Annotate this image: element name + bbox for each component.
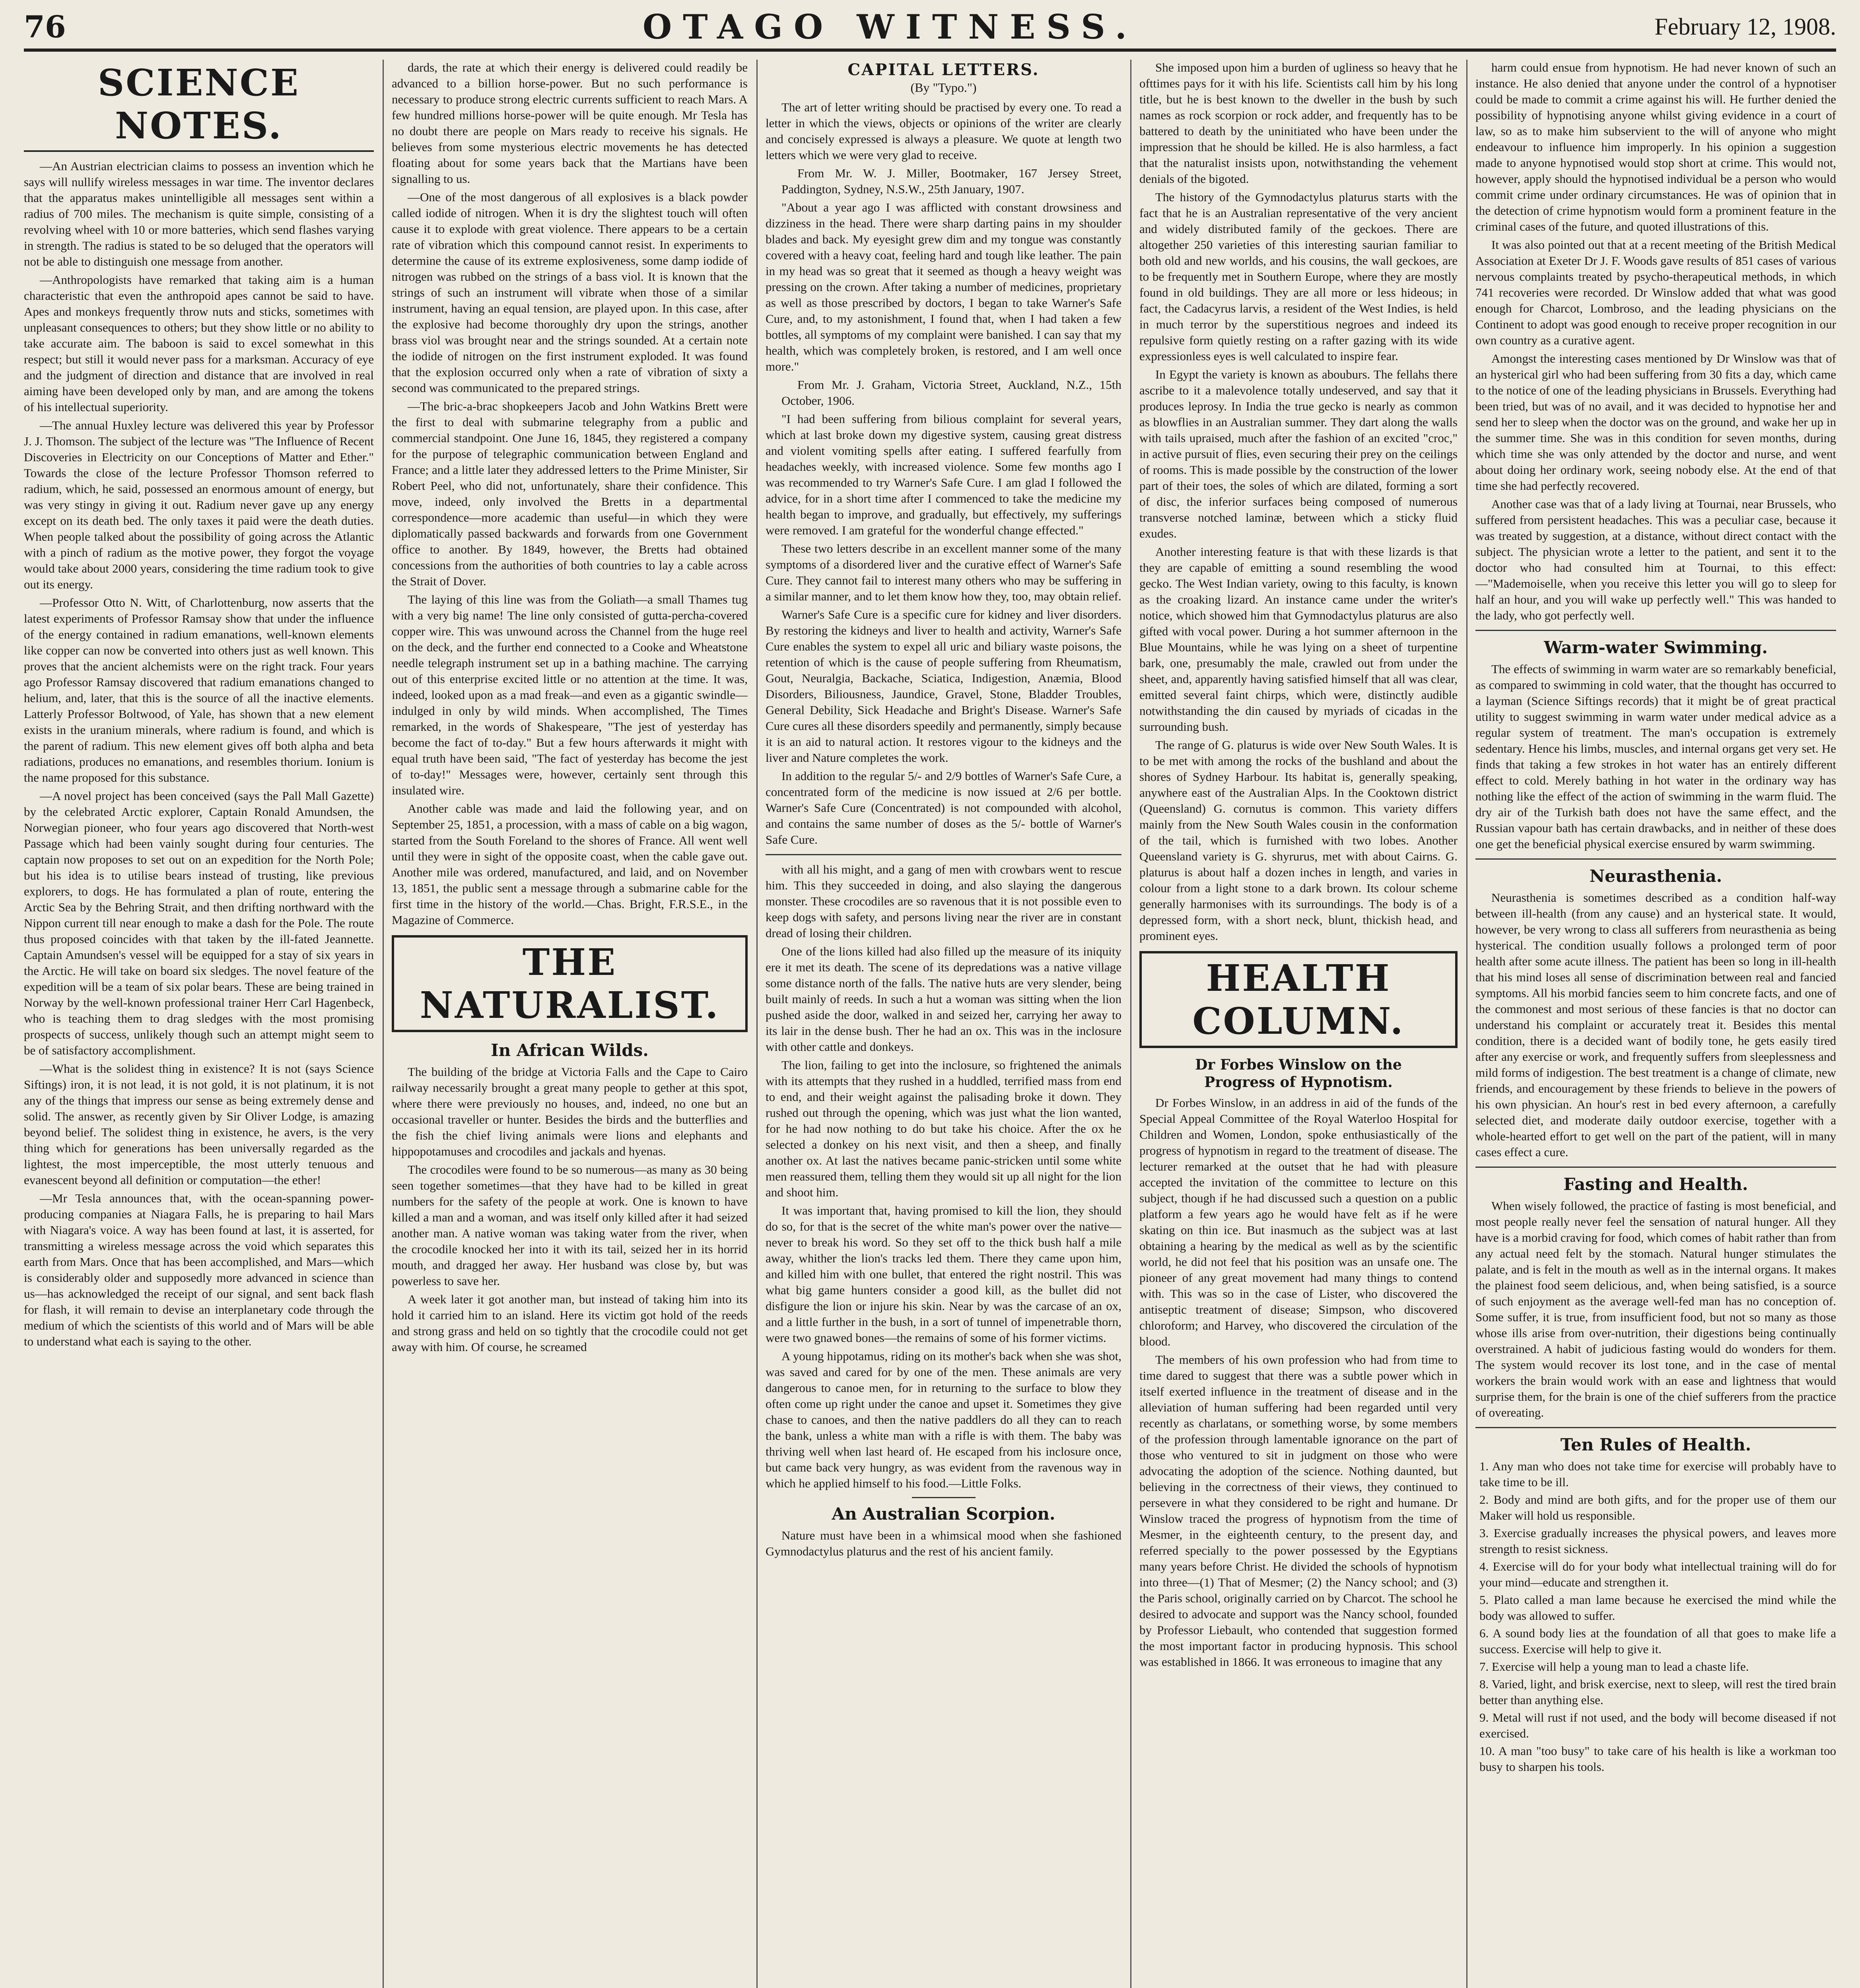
- naturalist-paragraph: The lion, failing to get into the inclosure, so frightened the animals with its attempts that they rushed in a huddled, terrified mass from end to end, and their weight against the palisading broke it down. They rushed out through the opening, which was just what the lion wanted, for he had now nothing to do but take his choice. After the ox he selected a donkey on his next visit, and then a sheep, and finally another ox. At last the natives became panic-stricken until some white men reassured them, telling them they would sit up all night for the lion and shoot him.: [766, 1058, 1121, 1199]
- rule-item: 9. Metal will rust if not used, and the body will become diseased if not exercised.: [1479, 1710, 1836, 1740]
- section-divider: [1475, 630, 1836, 631]
- science-paragraph: —One of the most dangerous of all explosives is a black powder called iodide of nitrogen. When it is dry the slightest touch will often cause it to explode with great violence. There appears to be a certain rate of vibration which this compound cannot resist. In experiments to determine the cause of its extreme explosiveness, some damp iodide of nitrogen was rubbed on the strings of a bass viol. It is known that the strings of such an instrument will vibrate when those of a similar instrument, having an equal tension, are played upon. In this case, after the explosive had become thoroughly dry upon the strings, another brass viol was brought near and the strings sounded. At a certain note the iodide of nitrogen on the first instrument exploded. It was found that the explosion occurred only when a rate of vibration of sixty a second was communicated to the prepared strings.: [392, 190, 748, 395]
- rule-item: 3. Exercise gradually increases the physical powers, and leaves more strength to resist sickness.: [1479, 1526, 1836, 1556]
- warm-water-heading: Warm-water Swimming.: [1544, 638, 1768, 657]
- science-paragraph: —An Austrian electrician claims to possess an invention which he says will nullify wireless messages in war time. The inventor declares that the apparatus makes unintelligible all messages sent within a radius of 700 miles. The mechanism is quite simple, consisting of a revolving wheel with 10 or more batteries, which send flashes varying in strength. The radius is stated to be so deluged that the operators will not be able to distinguish one message from another.: [24, 159, 374, 268]
- science-paragraph: —Professor Otto N. Witt, of Charlottenburg, now asserts that the latest experiments of Professor Ramsay show that under the influence of the energy contained in radium emanations, well-known elements like copper can now be converted into others just as well known. This proves that the ancient alchemists were on the right track. Four years ago Professor Ramsay discovered that radium emanations changed to helium, and, later, that this is the source of all the inactive elements. Latterly Professor Boltwood, of Yale, has shown that a new element exists in the uranium minerals, where radium is found, and which is the parent of radium. This new element gives off both alpha and beta radiations, produces no emanations, and resembles thorium. Ionium is the name proposed for this substance.: [24, 596, 374, 784]
- rule-item: 5. Plato called a man lame because he exercised the mind while the body was allowed to suffer.: [1479, 1593, 1836, 1623]
- naturalist-paragraph: A young hippotamus, riding on its mother's back when she was shot, was saved and cared for by one of the men. These animals are very dangerous to canoe men, for in returning to the surface to blow they often come up right under the canoe and upset it. Sometimes they give chase to canoes, and then the native paddlers do all they can to reach the bank, unless a white man with a rifle is with them. The baby was thriving well when last heard of. He escaped from his inclosure once, but came back very hungry, as was evident from the ravenous way in which he applied himself to his food.—Little Folks.: [766, 1349, 1121, 1490]
- health-paragraph: Dr Forbes Winslow, in an address in aid of the funds of the Special Appeal Committee of the Royal Waterloo Hospital for Children and Women, London, spoke enthusiastically of the progress of hypnotism in regard to the treatment of disease. The lecturer remarked at the outset that he had with pleasure accepted the invitation of the committee to lecture on this subject, though if he had discussed such a question on a public platform a few years ago he would have felt as if he were skating on thin ice. But inasmuch as the subject was at last obtaining a hearing by the medical as well as by the scientific world, he did not feel that his position was an unsafe one. The pioneer of any great movement had many things to contend with. This was so in the case of Lister, who discovered the antiseptic treatment of disease; Simpson, who discovered chloroform; and Harvey, who discovered the circulation of the blood.: [1139, 1096, 1458, 1348]
- capital-letters-heading: CAPITAL LETTERS.: [847, 60, 1040, 79]
- health-subheading: [1139, 1056, 1458, 1091]
- rule-item: 10. A man "too busy" to take care of his health is like a workman too busy to sharpen his tools.: [1479, 1744, 1836, 1774]
- divider: [912, 1497, 976, 1498]
- warm-water-paragraph: The effects of swimming in warm water are so remarkably beneficial, as compared to swimming in cold water, that the thought has occurred to a layman (Science Siftings records) that it might be of great practical utility to suggest swimming in warm water under medical advice as a regular system of treatment. The man's occupation is extremely sedentary. Hence his limbs, muscles, and internal organs get very set. He finds that taking a few strokes in hot water has an entirely different effect to cold. Merely bathing in hot water in the ordinary way has nothing like the effect of the action of swimming in the warm fluid. The dry air of the Turkish bath does not have the same effect, and the Russian vapour bath has certain drawbacks, and in neither of these does one get the beneficial physical exercise ensured by warm swimming.: [1475, 662, 1836, 851]
- science-paragraph: —Anthropologists have remarked that taking aim is a human characteristic that even the anthropoid apes cannot be said to have. Apes and monkeys frequently throw nuts and sticks, sometimes with unpleasant consequences to others; but they show little or no ability to take accurate aim. The baboon is said to excel somewhat in this respect; but still it would never pass for a marksman. Accuracy of eye and the judgment of direction and distance that are involved in real aiming have been developed only by man, and are among the tokens of his intellectual superiority.: [24, 273, 374, 414]
- column-rule: [383, 60, 384, 1988]
- science-paragraph: Another cable was made and laid the following year, and on September 25, 1851, a procession, with a mass of cable on a big wagon, started from the South Foreland to the shores of France. All went well until they were in sight of the opposite coast, when the cable gave out. Another mile was ordered, manufactured, and laid, and on November 13, 1851, the public sent a message through a submarine cable for the first time in the history of the world.—Chas. Bright, F.R.S.E., in the Magazine of Commerce.: [392, 802, 748, 927]
- scorpion-heading: An Australian Scorpion.: [832, 1504, 1055, 1524]
- science-heading: SCIENCE NOTES.: [24, 61, 374, 152]
- capital-paragraph: The art of letter writing should be practised by every one. To read a letter in which the views, objects or opinions of the writer are clearly and concisely expressed is always a pleasure. We quote at length two letters which we were very glad to receive.: [766, 100, 1121, 162]
- column-rule: [1466, 60, 1467, 1988]
- neurasthenia-heading: Neurasthenia.: [1589, 866, 1722, 886]
- science-paragraph: —The bric-a-brac shopkeepers Jacob and John Watkins Brett were the first to deal with submarine telegraphy from a public and commercial standpoint. One June 16, 1845, they registered a company for the purpose of telegraphic communication between England and France; and a little later they addressed letters to the Prime Minister, Sir Robert Peel, who did not, unfortunately, share their confidence. This move, indeed, only involved the Bretts in a departmental correspondence—more academic than useful—in which they were diplomatically passed backwards and forwards from one Government office to another. By 1849, however, the Bretts had obtained concessions from the authorities of both countries to lay a cable across the Strait of Dover.: [392, 399, 748, 588]
- science-paragraph: —A novel project has been conceived (says the Pall Mall Gazette) by the celebrated Arctic explorer, Captain Ronald Amundsen, the Norwegian pioneer, who four years ago discovered that North-west Passage which had been vainly sought during four centuries. The captain now proposes to set out on an expedition for the North Pole; but his idea is to utilise bears instead of trusting, like previous explorers, to dogs. He has formulated a plan of route, entering the Arctic Sea by the Behring Strait, and then drifting northward with the Nippon current till near enough to make a dash for the Pole. The route thus proposed coincides with that taken by the ill-fated Jeannette. Captain Amundsen's vessel will be equipped for a stay of six years in the Arctic. He will take on board six sledges. The novel feature of the expedition will be a team of six polar bears. These are being trained in Norway by the well-known professional trainer Herr Carl Hagenbeck, who is teaching them to drag sledges with the most promising prospects of success, unlikely though such an attempt might seem to be of satisfactory accomplishment.: [24, 789, 374, 1057]
- health-paragraph: It was also pointed out that at a recent meeting of the British Medical Association at Exeter Dr J. F. Woods gave results of 851 cases of various nervous complaints treated by psycho-therapeutical methods, in which 741 recoveries were recorded. Dr Winslow added that what was good enough for Charcot, Lombroso, and the leading physicians on the Continent to adopt was good enough to receive proper recognition in our own country as a curative agent.: [1475, 238, 1836, 347]
- column-scorpion-health: [1139, 60, 1458, 1988]
- fasting-heading: Fasting and Health.: [1563, 1175, 1748, 1194]
- scorpion-paragraph: In Egypt the variety is known as abouburs. The fellahs there ascribe to it a malevolence totally undeserved, and say that it produces leprosy. In India the true gecko is nearly as common as blowflies in an Australian summer. They dart along the walls with tails upraised, much after the fashion of an excited "croc," in active pursuit of flies, even securing their prey on the ceilings of rooms. This is made possible by the construction of the lower part of their toes, the soles of which are dilated, forming a sort of disc, the inferior surfaces being composed of numerous transverse notched laminæ, between which a sticky fluid exudes.: [1139, 367, 1458, 540]
- masthead: [24, 5, 1836, 52]
- naturalist-paragraph: It was important that, having promised to kill the lion, they should do so, for that is the secret of the white man's power over the native—never to break his word. So they set off to the thick bush half a mile away, whither the lion's tracks led them. There they came upon him, and killed him with one bullet, that entered the right nostril. This was what big game hunters consider a good kill, as the bullet did not disfigure the lion or injure his skin. Near by was the carcase of an ox, and a little further in the bush, in a sort of tunnel of impenetrable thorn, were two gnawed bones—the remains of some of his former victims.: [766, 1204, 1121, 1345]
- naturalist-paragraph: The building of the bridge at Victoria Falls and the Cape to Cairo railway necessarily brought a great many people to gether at this spot, where there were previously no houses, and, indeed, no one but an occasional traveller or hunter. Besides the birds and the butterflies and the fish the chief living animals were lions and elephants and hippopotamuses and crocodiles and jackals and hyenas.: [392, 1065, 748, 1158]
- capital-paragraph: These two letters describe in an excellent manner some of the many symptoms of a disordered liver and the curative effect of Warner's Safe Cure. They cannot fail to interest many others who may be suffering in a similar manner, and to let them know how they, too, may obtain relief.: [766, 542, 1121, 603]
- column-rule: [1130, 60, 1131, 1988]
- naturalist-heading: THE NATURALIST.: [392, 935, 748, 1032]
- rule-item: 8. Varied, light, and brisk exercise, next to sleep, will rest the tired brain better than anything else.: [1479, 1677, 1836, 1707]
- letter-body: "About a year ago I was afflicted with constant drowsiness and dizziness in the head. There were sharp darting pains in my shoulder blades and back. My eyesight grew dim and my tongue was constantly covered with a heavy coat, feeling hard and tough like leather. The pain in my head was so great that it seemed as though a heavy weight was pressing on the crown. After taking a number of medicines, proprietary as well as those prescribed by doctors, I began to take Warner's Safe Cure, and, to my astonishment, I found that, when I had taken a few bottles, all symptoms of my complaint were banished. I can say that my health, which was completely broken, is restored, and I am well once more.": [766, 200, 1121, 373]
- column-rule: [756, 60, 758, 1988]
- page-number: 76: [24, 9, 66, 45]
- rule-item: 4. Exercise will do for your body what intellectual training will do for your mind—educate and strengthen it.: [1479, 1559, 1836, 1589]
- scorpion-paragraph: The range of G. platurus is wide over New South Wales. It is to be met with among the rocks of the bushland and about the shores of Sydney Harbour. Its habitat is, generally speaking, anywhere east of the Australian Alps. In the Cooktown district (Queensland) G. cornutus is common. This variety differs mainly from the New South Wales cousin in the conformation of the tail, which is furnished with two lobes. Another Queensland variety is G. shyrurus, met with about Cairns. G. platurus is about half a dozen inches in length, and varies in colour from a light stone to a dark brown. Its colour scheme generally harmonises with its surroundings. The body is of a depressed form, with a short neck, blunt, thickish head, and prominent eyes.: [1139, 738, 1458, 943]
- health-column-heading: HEALTH COLUMN.: [1139, 951, 1458, 1048]
- scorpion-paragraph: Another interesting feature is that with these lizards is that they are capable of emitting a sound resembling the wood gecko. The West Indian variety, owing to this faculty, is known as the croaking lizard. An instance came under the writer's notice, which showed him that Gymnodactylus platurus are also gifted with vocal power. During a hot summer afternoon in the Blue Mountains, while he was lying on a sheet of turpentine bark, one, presumably the male, crawled out from under the sheet, and, apparently having satisfied himself that all was clear, emitted several faint chirps, which were, distinctly audible notwithstanding the din caused by myriads of cicadas in the surrounding bush.: [1139, 545, 1458, 734]
- scorpion-paragraph: She imposed upon him a burden of ugliness so heavy that he ofttimes pays for it with his life. Scientists call him by his long title, but he is best known to the dweller in the bush by such names as rock scorpion or rock adder, and frequently has to be battered to death by the uninitiated who have been under the impression that he should be killed. He is also harmless, a fact that the naturalist insists upon, notwithstanding the vehement denials of the bigoted.: [1139, 60, 1458, 186]
- letter-sender: From Mr. J. Graham, Victoria Street, Auckland, N.Z., 15th October, 1906.: [781, 378, 1121, 408]
- naturalist-paragraph: One of the lions killed had also filled up the measure of its iniquity ere it met its death. The scene of its depredations was a native village some distance north of the falls. The native huts are very slender, being built mainly of reeds. In such a hut a woman was sitting when the lion pushed aside the door, walked in and seized her, carrying her away to its lair in the dense bush. Ther he had an ox. This was in the inclosure with other cattle and donkeys.: [766, 944, 1121, 1054]
- rule-item: 2. Body and mind are both gifts, and for the proper use of them our Maker will hold us responsible.: [1479, 1493, 1836, 1522]
- rule-item: 7. Exercise will help a young man to lead a chaste life.: [1479, 1660, 1749, 1673]
- rule-item: 6. A sound body lies at the foundation of all that goes to make life a success. Exercise will help to give it.: [1479, 1626, 1836, 1656]
- health-subheading-line: Dr Forbes Winslow on the: [1195, 1056, 1402, 1073]
- capital-paragraph: Warner's Safe Cure is a specific cure for kidney and liver disorders. By restoring the kidneys and liver to health and activity, Warner's Safe Cure enables the system to expel all uric and biliary waste poisons, the retention of which is the cause of people suffering from Rheumatism, Gout, Neuralgia, Backache, Sciatica, Indigestion, Anæmia, Blood Disorders, Biliousness, Jaundice, Gravel, Stone, Bladder Troubles, General Debility, Sick Headache and Bright's Disease. Warner's Safe Cure cures all these disorders speedily and permanently, simply because it is an aid to natural action. It restores vigour to the kidneys and the liver and Nature completes the work.: [766, 608, 1121, 765]
- rules-heading: Ten Rules of Health.: [1560, 1435, 1751, 1454]
- column-science: [24, 60, 374, 1988]
- column-health-continued: [1475, 60, 1836, 1988]
- health-paragraph: Amongst the interesting cases mentioned by Dr Winslow was that of an hysterical girl who had been suffering from 30 fits a day, which came to the notice of one of the leading physicians in Brussels. Everything had been tried, but was of no avail, and it was decided to hypnotise her and send her to sleep when the doctor was on the ground, and wake her up in the summer time. She was in this condition for seven months, during which time she was only attended by the doctor and nurse, and went about doing her ordinary work, seeing nobody else. At the end of that time she had perfectly recovered.: [1475, 351, 1836, 493]
- section-divider: [1475, 1167, 1836, 1168]
- health-paragraph: Another case was that of a lady living at Tournai, near Brussels, who suffered from persistent headaches. This was a peculiar case, because it was treated by suggestion, at a distance, without direct contact with the subject. The physician wrote a letter to the patient, and sent it to the doctor who had consulted him at Tournai, to this effect:—"Mademoiselle, when you receive this letter you will go to sleep for half an hour, and you will wake up perfectly well." This was handed to the lady, who got perfectly well.: [1475, 497, 1836, 622]
- health-paragraph: The members of his own profession who had from time to time dared to suggest that there was a subtle power which in itself exerted influence in the treatment of disease and in the alleviation of human suffering had been regarded until very recently as charlatans, or something worse, by some members of the profession through lamentable ignorance on the part of those who ventured to sit in judgment on those who were advocating the adoption of the science. Nothing daunted, but believing in the correctness of their views, they continued to persevere in what they considered to be right and humane. Dr Winslow traced the progress of hypnotism from the time of Mesmer, in the eighteenth century, to the present day, and referred specially to the power possessed by the Egyptians many years before Christ. He divided the schools of hypnotism into three—(1) That of Mesmer; (2) the Nancy school; and (3) the Paris school, originally carried on by Charcot. The school he desired to advocate and support was the Nancy school, founded by Professor Liebault, who contended that suggestion formed the most important factor in producing hypnosis. This school was established in 1866. It was erroneous to imagine that any: [1139, 1353, 1458, 1669]
- rule-item: 1. Any man who does not take time for exercise will probably have to take time to be ill.: [1479, 1459, 1836, 1489]
- fasting-paragraph: When wisely followed, the practice of fasting is most beneficial, and most people really never feel the sensation of natural hunger. All they have is a morbid craving for food, which comes of habit rather than from any actual need felt by the stomach. Natural hunger stimulates the palate, and is felt in the mouth as well as in the internal organs. It makes the plainest food seem delicious, and, when being satisfied, is a source of such enjoyment as the average well-fed man has no conception of. Some suffer, it is true, from insufficient food, but not so many as those whose ills arise from over-nutrition, their digestions being continually overstrained. A habit of judicious fasting would do wonders for them. The system would recover its lost tone, and in the case of mental workers the brain would work with an ease and lightness that would surprise them, for the brain is one of the chief sufferers from the practice of overeating.: [1475, 1199, 1836, 1419]
- letter-body: "I had been suffering from bilious complaint for several years, which at last broke down my digestive system, causing great distress and violent vomiting spells after eating. I suffered fearfully from headaches weekly, with increased violence. Some few months ago I was recommended to try Warner's Safe Cure. I am glad I followed the advice, for in a short time after I commenced to take the medicine my health began to improve, and gradually, but effectively, my sufferings were removed. I am grateful for the wonderful change effected.": [766, 412, 1121, 537]
- letter-sender: From Mr. W. J. Miller, Bootmaker, 167 Jersey Street, Paddington, Sydney, N.S.W., 25th January, 1907.: [781, 166, 1121, 196]
- naturalist-subheading: In African Wilds.: [491, 1041, 649, 1060]
- section-divider: [1475, 858, 1836, 860]
- scorpion-paragraph: The history of the Gymnodactylus platurus starts with the fact that he is an Australian representative of the very ancient and widely distributed family of the geckoes. There are altogether 250 varieties of this interesting saurian familiar to both old and new worlds, and his cousins, the wall geckoes, are to be frequently met in Southern Europe, where they are mostly found in old buildings. They are all more or less hideous; in fact, the Cadacyrus larvis, a resident of the West Indies, is held in much terror by the superstitious negroes and indeed its repulsive form quietly resting on a rafter gazing with its wide expressionless eyes is well calculated to inspire fear.: [1139, 190, 1458, 363]
- naturalist-paragraph: The crocodiles were found to be so numerous—as many as 30 being seen together sometimes—that they have had to be killed in great numbers for the safety of the people at work. One is known to have killed a man and a woman, and was itself only killed after it had seized another man. A native woman was taking water from the river, when the crocodile knocked her into it with its tail, seized her in its horrid mouth, and dragged her away. Her husband was close by, but was powerless to save her.: [392, 1163, 748, 1288]
- column-science-continued: [392, 60, 748, 1988]
- naturalist-paragraph: with all his might, and a gang of men with crowbars went to rescue him. This they succeeded in doing, and also slaying the dangerous monster. These crocodiles are so ravenous that it is not possible even to keep dogs with safety, and persons living near the river are in constant dread of losing their children.: [766, 862, 1121, 940]
- capital-paragraph: In addition to the regular 5/- and 2/9 bottles of Warner's Safe Cure, a concentrated form of the medicine is now issued at 2/6 per bottle. Warner's Safe Cure (Concentrated) is not compounded with alcohol, and contains the same number of doses as the 5/- bottle of Warner's Safe Cure.: [766, 769, 1121, 846]
- health-subheading-line: Progress of Hypnotism.: [1204, 1074, 1393, 1091]
- health-paragraph: harm could ensue from hypnotism. He had never known of such an instance. He also denied that anyone under the control of a hypnotiser could be made to commit a crime against his will. He further denied the possibility of hypnotising anyone whilst giving evidence in a court of law, so as to make him subservient to the will of anyone who might endeavour to influence him improperly. In his opinion a suggestion made to anyone hypnotised would stop short at crime. This would not, however, apply should the hypnotised individual be a person who would commit crime under ordinary circumstances. He was of opinion that in the detection of crime hypnotism would form a prominent feature in the criminal cases of the future, and quoted illustrations of this.: [1475, 60, 1836, 233]
- neurasthenia-paragraph: Neurasthenia is sometimes described as a condition half-way between ill-health (from any cause) and an hysterical state. It would, however, be very wrong to class all sufferers from neurasthenia as being hysterical. The condition usually follows a prolonged term of poor health after some acute illness. The patient has been so long in ill-health that his mind loses all sense of discrimination between real and fancied symptoms. All his morbid fancies seem to him concrete facts, and one of the commonest and most serious of these fancies is that no doctor can understand his complaint or accurately treat it. Besides this mental condition, there is a decided want of bodily tone, he gets easily tired after any exercise or work, and frequently suffers from sleeplessness and mild forms of indigestion. The best treatment is a change of climate, new friends, and encouragement by these friends to believe in the powers of his own physician. An hour's rest in bed every afternoon, a carefully selected diet, and moderate daily outdoor exercise, together with a whole-hearted effort to get well on the part of the patient, will in many cases effect a cure.: [1475, 891, 1836, 1159]
- science-paragraph: —The annual Huxley lecture was delivered this year by Professor J. J. Thomson. The subject of the lecture was "The Influence of Recent Discoveries in Electricity on our Conceptions of Matter and Ether." Towards the close of the lecture Professor Thomson referred to radium, which, he said, possessed an enormous amount of energy, but was very stingy in giving it out. Radium never gave up any energy except on its death bed. The only taxes it paid were the death duties. When people talked about the possibility of going across the Atlantic with a pinch of radium as the motive power, they forgot the voyage would take about 2000 years, considering the time radium took to give out its energy.: [24, 418, 374, 591]
- science-paragraph: —Mr Tesla announces that, with the ocean-spanning power-producing companies at Niagara Falls, he is preparing to hail Mars with Niagara's voice. A way has been found at last, it is asserted, for transmitting a wireless message across the void which separates this earth from Mars. Once that has been accomplished, and Mars—which is considerably older and supposedly more advanced in science than us—has acknowledged the receipt of our signal, and sent back flash for flash, it will remain to devise an interplanetary code through the medium of which the scientists of this world and of Mars will be able to understand what each is saying to the other.: [24, 1191, 374, 1348]
- naturalist-paragraph: A week later it got another man, but instead of taking him into its hold it carried him to an island. Here its victim got hold of the reeds and strong grass and held on so tightly that the crocodile could not get away with him. Of course, he screamed: [392, 1292, 748, 1354]
- paper-title: OTAGO WITNESS.: [642, 7, 1138, 47]
- capital-letters-byline: (By "Typo."): [910, 80, 977, 95]
- scorpion-paragraph: Nature must have been in a whimsical mood when she fashioned Gymnodactylus platurus and the rest of his ancient family.: [766, 1528, 1121, 1558]
- science-paragraph: The laying of this line was from the Goliath—a small Thames tug with a very big name! The line only consisted of gutta-percha-covered copper wire. This was unwound across the Channel from the huge reel on the deck, and the further end connected to a Cooke and Wheatstone needle telegraph instrument set up in a bathing machine. The carrying out of this enterprise excited little or no attention at the time. It was, indeed, looked upon as a mad freak—and even as a gigantic swindle—indulged in only by wild minds. When accomplished, The Times remarked, in the words of Shakespeare, "The jest of yesterday has become the fact of to-day." But a few hours afterwards it might with equal truth have been said, "The fact of yesterday has become the jest of to-day!" Messages were, however, certainly sent through this insulated wire.: [392, 592, 748, 797]
- section-divider: [766, 854, 1121, 855]
- science-paragraph: —What is the solidest thing in existence? It is not (says Science Siftings) iron, it is not lead, it is not gold, it is not platinum, it is not any of the things that impress our sense as being extremely dense and solid. The answer, as recently given by Sir Oliver Lodge, is amazing beyond belief. The solidest thing in existence, he avers, is the very thing which for generations has been universally regarded as the lightest, the most imperceptible, the most utterly tenuous and evanescent beyond all definition or computation—the ether!: [24, 1062, 374, 1187]
- issue-date: February 12, 1908.: [1654, 13, 1836, 40]
- science-paragraph: dards, the rate at which their energy is delivered could readily be advanced to a billion horse-power. But no such performance is necessary to produce strong electric currents sufficient to reach Mars. A few hundred millions horse-power will be quite enough. Mr Tesla has no doubt there are people on Mars ready to receive his signals. He believes from some mysterious electric movements he has detected floating about for some years back that the Martians have been signalling to us.: [392, 60, 748, 186]
- column-capital-letters: [766, 60, 1121, 1988]
- section-divider: [1475, 1427, 1836, 1428]
